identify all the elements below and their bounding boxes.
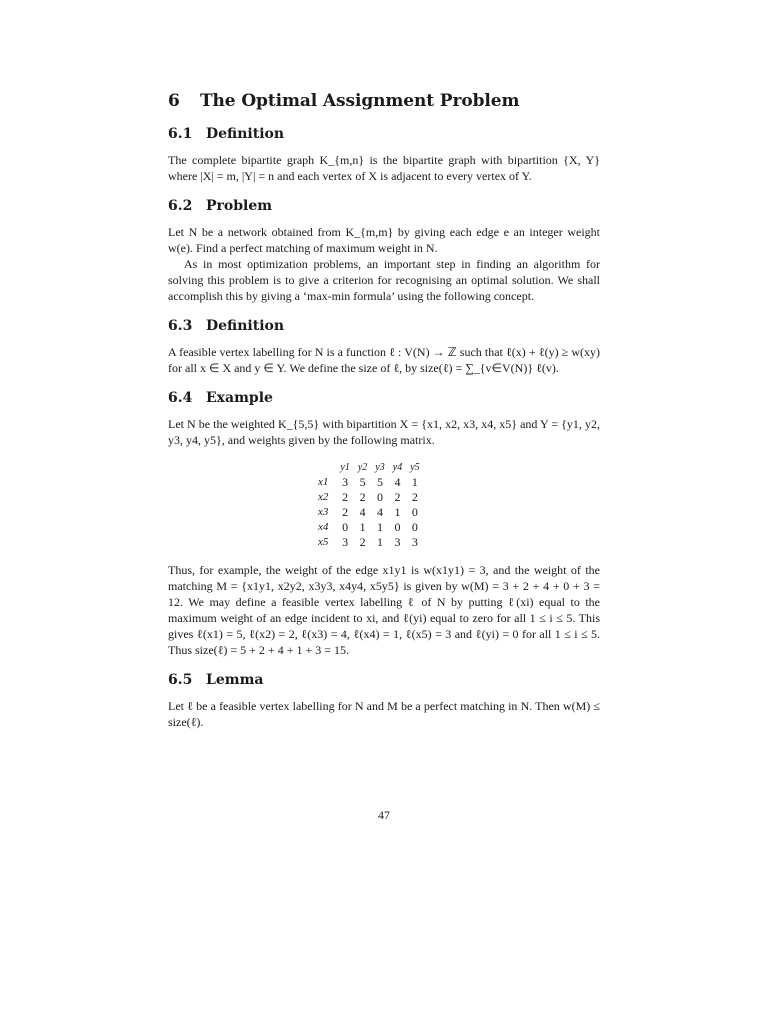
row-header: x5 xyxy=(318,536,329,548)
lemma-text: Let ℓ be a feasible vertex labelling for N and M be a perfect matching in N. Then w(M) ≤ size(ℓ). xyxy=(168,699,600,729)
matrix-cell: 3 xyxy=(342,535,349,549)
matrix-cell: 5 xyxy=(377,475,384,489)
matrix-cell: 1 xyxy=(411,475,418,489)
matrix-row xyxy=(314,475,424,490)
example-explanation: Thus, for example, the weight of the edge x1y1 is w(x1y1) = 3, and the weight of the matching M = {x1y1, x2y2, x3y3, x4y4, x5y5} is given by w(M) = 3 + 2 + 4 + 0 + 3 = 12. We may define a feasible vertex labelling ℓ of N by putting ℓ(xi) equal to the maximum weight of an edge incident to xi, and ℓ(yi) equal to zero for all 1 ≤ i ≤ 5. This gives ℓ(x1) = 5, ℓ(x2) = 2, ℓ(x3) = 4, ℓ(x4) = 1, ℓ(x5) = 3 and ℓ(yi) = 0 for all 1 ≤ i ≤ 5. Thus size(ℓ) = 5 + 2 + 4 + 1 + 3 = 15. xyxy=(168,563,600,657)
matrix-cell: 0 xyxy=(394,520,401,534)
row-header: x3 xyxy=(318,506,329,518)
matrix-cell: 1 xyxy=(394,505,401,519)
matrix-cell: 3 xyxy=(342,475,349,489)
section-title: Definition xyxy=(206,126,285,142)
section-heading xyxy=(168,196,600,216)
row-header: x4 xyxy=(318,521,329,533)
section-title: Problem xyxy=(206,198,273,214)
matrix-cell: 2 xyxy=(342,490,349,504)
problem-paragraph-2: As in most optimization problems, an important step in finding an algorithm for solving this problem is to give a criterion for recognising an optimal solution. We shall accomplish this by giving a ‘max-min formula’ using the following concept. xyxy=(168,257,600,303)
section-number: 6.5 xyxy=(168,672,193,688)
column-header: y1 xyxy=(340,462,350,473)
section-number: 6.4 xyxy=(168,390,193,406)
matrix-cell: 0 xyxy=(411,505,418,519)
section-6-1 xyxy=(168,124,600,184)
section-6-3 xyxy=(168,316,600,376)
matrix-cell: 5 xyxy=(359,475,366,489)
column-header: y3 xyxy=(375,462,385,473)
definition-text: The complete bipartite graph K_{m,n} is the bipartite graph with bipartition {X, Y} where |X| = m, |Y| = n and each vertex of X is adjacent to every vertex of Y. xyxy=(168,153,600,183)
matrix-cell: 1 xyxy=(377,520,384,534)
chapter-heading xyxy=(168,88,600,114)
definition-text: A feasible vertex labelling for N is a function ℓ : V(N) → ℤ such that ℓ(x) + ℓ(y) ≥ w(xy) for all x ∈ X and y ∈ Y. We define the size of ℓ, by size(ℓ) = ∑_{v∈V(N)} ℓ(v). xyxy=(168,345,600,375)
matrix-header-row xyxy=(314,460,424,475)
section-number: 6.3 xyxy=(168,318,193,334)
matrix-row xyxy=(314,505,424,520)
section-heading xyxy=(168,124,600,144)
weight-matrix xyxy=(314,460,424,550)
matrix-cell: 0 xyxy=(377,490,384,504)
matrix-cell: 4 xyxy=(359,505,366,519)
row-header: x1 xyxy=(318,476,329,488)
section-6-5 xyxy=(168,670,600,730)
matrix-cell: 4 xyxy=(394,475,401,489)
section-6-2 xyxy=(168,196,600,304)
column-header: y5 xyxy=(410,462,420,473)
section-number: 6.2 xyxy=(168,198,193,214)
page-body xyxy=(168,88,600,742)
matrix-cell: 1 xyxy=(359,520,366,534)
matrix-cell: 2 xyxy=(394,490,401,504)
matrix-row xyxy=(314,535,424,550)
matrix-cell: 2 xyxy=(359,490,366,504)
column-header: y4 xyxy=(392,462,403,473)
section-heading xyxy=(168,388,600,408)
example-intro: Let N be the weighted K_{5,5} with bipartition X = {x1, x2, x3, x4, x5} and Y = {y1, y2, y3, y4, y5}, and weights given by the following matrix. xyxy=(168,417,600,447)
row-header: x2 xyxy=(318,491,329,503)
matrix-cell: 3 xyxy=(411,535,418,549)
matrix-cell: 2 xyxy=(342,505,349,519)
matrix-cell: 3 xyxy=(394,535,401,549)
problem-text: Let N be a network obtained from K_{m,m} by giving each edge e an integer weight w(e). Find a perfect matching of maximum weight in N. xyxy=(168,225,600,255)
section-title: Example xyxy=(206,390,273,406)
matrix-cell: 4 xyxy=(377,505,384,519)
section-number: 6.1 xyxy=(168,126,193,142)
matrix-cell: 0 xyxy=(411,520,418,534)
section-title: Lemma xyxy=(206,672,264,688)
matrix-row xyxy=(314,490,424,505)
chapter-number: 6 xyxy=(168,91,180,111)
matrix-cell: 0 xyxy=(342,520,349,534)
section-6-4 xyxy=(168,388,600,658)
page-number: 47 xyxy=(378,808,390,822)
section-heading xyxy=(168,670,600,690)
column-header: y2 xyxy=(357,462,368,473)
section-heading xyxy=(168,316,600,336)
chapter-title: The Optimal Assignment Problem xyxy=(200,91,520,111)
matrix-cell: 2 xyxy=(359,535,366,549)
matrix-row xyxy=(314,520,424,535)
matrix-cell: 2 xyxy=(411,490,418,504)
matrix-cell: 1 xyxy=(377,535,384,549)
section-title: Definition xyxy=(206,318,285,334)
